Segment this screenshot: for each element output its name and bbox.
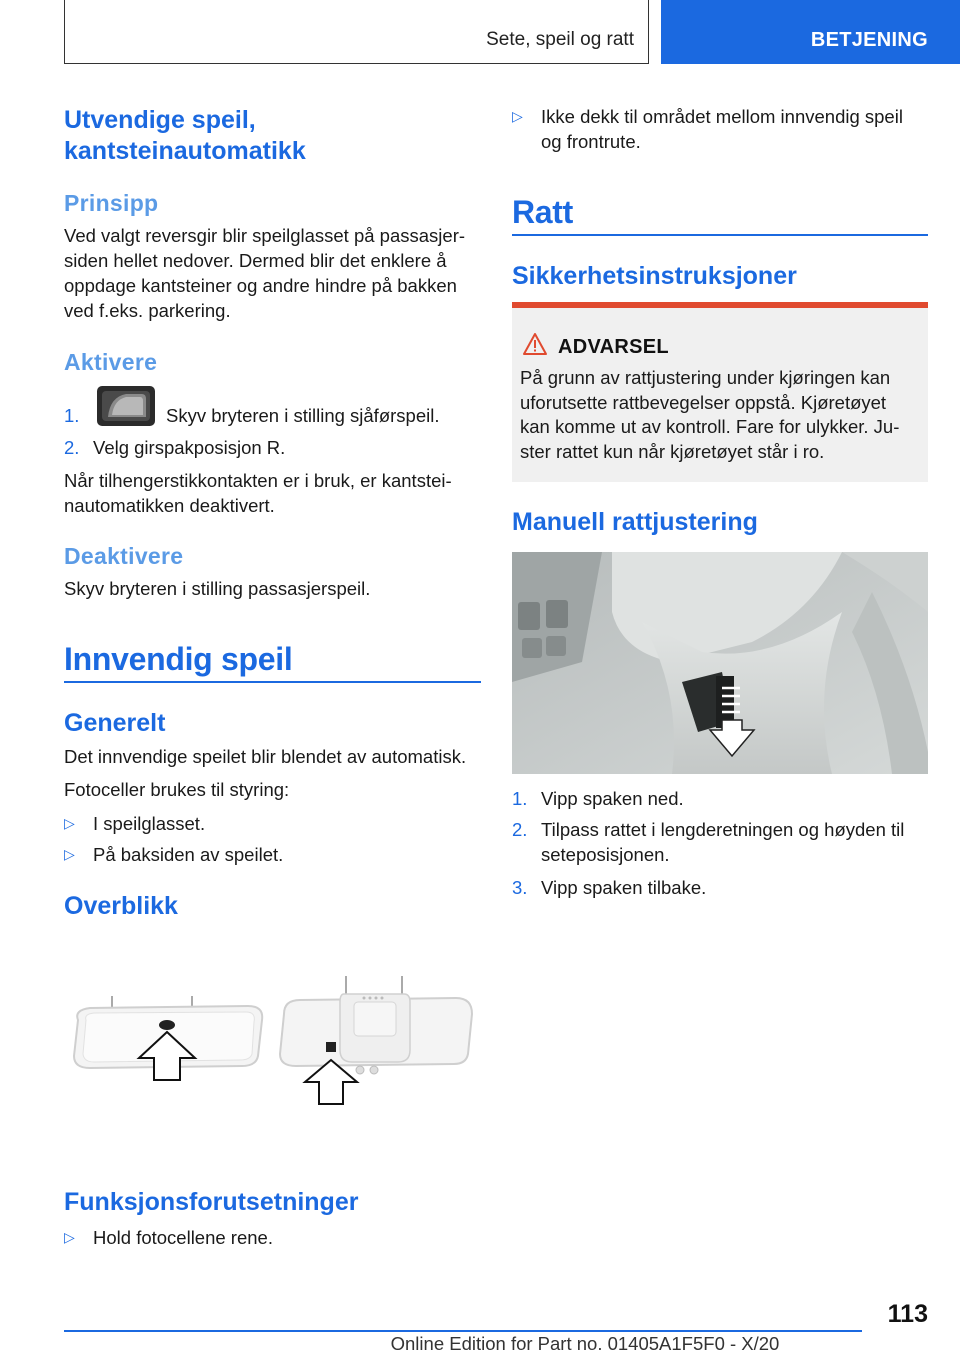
edition-text: Online Edition for Part no. 01405A1F5F0 - X/20 (390, 1333, 780, 1354)
page-title-line-1: Utvendige speil, (64, 106, 256, 134)
list-item (64, 811, 484, 836)
step-number: 2. (64, 437, 80, 458)
step-number: 2. (512, 819, 528, 840)
triangle-bullet-icon: ▷ (512, 108, 523, 124)
step-number: 1. (64, 405, 80, 426)
bullet-text: I speilglasset. (93, 813, 206, 834)
triangle-bullet-icon: ▷ (64, 846, 75, 862)
steering-adjust-image (512, 552, 928, 774)
list-item (512, 786, 932, 811)
paragraph-line: Ved valgt reversgir blir speilglasset på passasjer- (64, 225, 466, 246)
page-title-line-2: kantsteinautomatikk (64, 137, 306, 165)
heading-rule (64, 681, 481, 683)
header-section-box (64, 0, 649, 64)
paragraph-line: oppdage kantsteiner og andre hindre på bakken (64, 275, 457, 296)
step-text: Skyv bryteren i stilling sjåførspeil. (166, 405, 440, 426)
bullet-text: Hold fotocellene rene. (93, 1227, 273, 1248)
paragraph-line: siden hellet nedover. Dermed blir det enklere å (64, 250, 447, 271)
step-text: Vipp spaken ned. (541, 788, 684, 809)
step-text (541, 817, 904, 867)
list-item (64, 1225, 484, 1250)
warning-title: ADVARSEL (558, 336, 669, 358)
innvendig-speil-heading: Innvendig speil (64, 641, 293, 677)
deaktivere-heading: Deaktivere (64, 543, 184, 569)
triangle-bullet-icon: ▷ (64, 1229, 75, 1245)
mirror-diagram-icon (64, 970, 480, 1110)
warning-box (512, 302, 928, 482)
aktivere-heading: Aktivere (64, 349, 158, 375)
bullet-text: På baksiden av speilet. (93, 844, 284, 865)
ratt-heading: Ratt (512, 194, 574, 230)
chapter-title: BETJENING (810, 29, 928, 51)
warning-line: kan komme ut av kontroll. Fare for ulykker. Ju- (520, 416, 900, 437)
step-text: Velg girspakposisjon R. (93, 437, 286, 458)
sikkerhet-heading: Sikkerhetsinstruksjoner (512, 262, 797, 290)
generelt-text: Det innvendige speilet blir blendet av automatisk. (64, 746, 467, 767)
footer-rule (64, 1330, 862, 1332)
heading-rule (512, 234, 928, 236)
warning-line: uforutsette rattbevegelser oppstå. Kjøretøyet (520, 391, 887, 413)
list-item (64, 842, 484, 867)
fotoceller-text: Fotoceller brukes til styring: (64, 779, 290, 800)
list-item (64, 435, 484, 460)
step-number: 3. (512, 877, 528, 898)
warning-text (520, 366, 920, 464)
page-title (64, 105, 306, 167)
step-line: Tilpass rattet i lengderetningen og høyden til (541, 819, 905, 840)
warning-line: ster rattet kun når kjøretøyet står i ro. (520, 440, 825, 462)
aktivere-note (64, 468, 484, 518)
step-number: 1. (512, 788, 528, 809)
bullet-text (541, 104, 903, 154)
list-item (512, 104, 932, 156)
step-text: Vipp spaken tilbake. (541, 877, 707, 898)
prinsipp-heading: Prinsipp (64, 190, 159, 216)
mirror-switch-icon (96, 385, 156, 427)
steering-lever-icon (512, 552, 928, 774)
overblikk-heading: Overblikk (64, 892, 178, 920)
page-number: 113 (887, 1300, 928, 1328)
list-item (512, 817, 932, 869)
paragraph-line: Når tilhengerstikkontakten er i bruk, er kantstei- (64, 470, 452, 491)
paragraph-line: ved f.eks. parkering. (64, 300, 231, 321)
generelt-heading: Generelt (64, 709, 166, 737)
triangle-bullet-icon: ▷ (64, 815, 75, 831)
deaktivere-text: Skyv bryteren i stilling passasjerspeil. (64, 578, 371, 599)
warning-line: På grunn av rattjustering under kjøringen kan (520, 367, 891, 388)
list-item (512, 875, 932, 900)
mirror-illustration (64, 970, 480, 1110)
manuell-rattjustering-heading: Manuell rattjustering (512, 508, 758, 536)
funksjonsforutsetninger-heading: Funksjonsforutsetninger (64, 1188, 359, 1216)
bullet-line: Ikke dekk til området mellom innvendig speil (541, 106, 903, 127)
header-chapter-tab (661, 0, 960, 64)
warning-triangle-icon (522, 332, 548, 356)
paragraph-line: nautomatikken deaktivert. (64, 495, 275, 516)
section-title: Sete, speil og ratt (486, 29, 634, 50)
prinsipp-paragraph (64, 223, 484, 323)
step-line: seteposisjonen. (541, 844, 670, 865)
list-item (64, 403, 484, 428)
bullet-line: og frontrute. (541, 131, 641, 152)
